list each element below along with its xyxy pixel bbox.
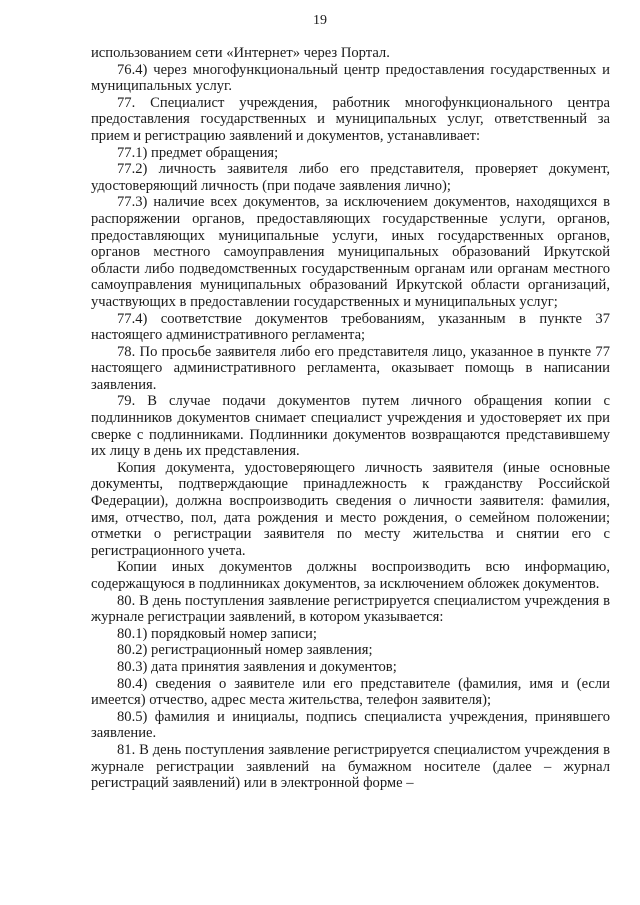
page-body bbox=[91, 45, 610, 792]
paragraph: 80.5) фамилия и инициалы, подпись специалиста учреждения, принявшего заявление. bbox=[91, 708, 610, 742]
paragraph: 78. По просьбе заявителя либо его представителя лицо, указанное в пункте 77 настоящего административного регламента, оказывает помощь в написании заявления. bbox=[91, 343, 610, 393]
paragraph: 76.4) через многофункциональный центр предоставления государственных и муниципальных услуг. bbox=[91, 61, 610, 95]
paragraph: 80.3) дата принятия заявления и документов; bbox=[117, 658, 397, 675]
paragraph: 77. Специалист учреждения, работник многофункционального центра предоставления государственных и муниципальных услуг, ответственный за прием и регистрацию заявлений и документов, устанавливает: bbox=[91, 94, 610, 144]
paragraph: 80.1) порядковый номер записи; bbox=[117, 625, 317, 642]
paragraph: 77.2) личность заявителя либо его представителя, проверяет документ, удостоверяющий личность (при подаче заявления лично); bbox=[91, 161, 610, 194]
paragraph: 80. В день поступления заявление регистрируется специалистом учреждения в журнале регистрации заявлений, в котором указывается: bbox=[91, 592, 610, 626]
paragraph: 80.2) регистрационный номер заявления; bbox=[117, 642, 373, 659]
paragraph: 80.4) сведения о заявителе или его представителе (фамилия, имя и (если имеется) отчество, адрес места жительства, телефон заявителя); bbox=[91, 675, 610, 709]
paragraph: 77.3) наличие всех документов, за исключением документов, находящихся в распоряжении органов, предоставляющих государственные услуги, органов, предоставляющих муниципальные услуги, иных государственных органов, органов местного самоуправления муниципальных образований Иркутской области либо подведомственных государственным органам или органам местного самоуправления муниципальных образований Иркутской области организаций, участвующих в предоставлении государственных и муниципальных услуг; bbox=[91, 194, 610, 310]
paragraph: Копия документа, удостоверяющего личность заявителя (иные основные документы, подтверждающие принадлежность к гражданству Российской Федерации), должна воспроизводить сведения о личности заявителя: фамилия, имя, отчество, пол, дата рождения и место рождения, о семейном положении; отметки о регистрации заявителя по месту жительства и снятии его с регистрационного учета. bbox=[91, 459, 610, 559]
paragraph: 77.1) предмет обращения; bbox=[117, 144, 279, 161]
paragraph: 81. В день поступления заявление регистрируется специалистом учреждения в журнале регистрации заявлений на бумажном носителе (далее – журнал регистраций заявлений) или в электронной форме – bbox=[91, 741, 610, 792]
page-number: 19 bbox=[313, 13, 327, 28]
paragraph: Копии иных документов должны воспроизводить всю информацию, содержащуюся в подлинниках документов, за исключением обложек документов. bbox=[91, 559, 610, 592]
paragraph: 77.4) соответствие документов требованиям, указанным в пункте 37 настоящего административного регламента; bbox=[91, 310, 610, 344]
paragraph: 79. В случае подачи документов путем личного обращения копии с подлинников документов снимает специалист учреждения и удостоверяет их при сверке с подлинниками. Подлинники документов возвращаются представившему их лицу в день их представления. bbox=[91, 393, 610, 460]
paragraph: использованием сети «Интернет» через Портал. bbox=[91, 45, 390, 61]
